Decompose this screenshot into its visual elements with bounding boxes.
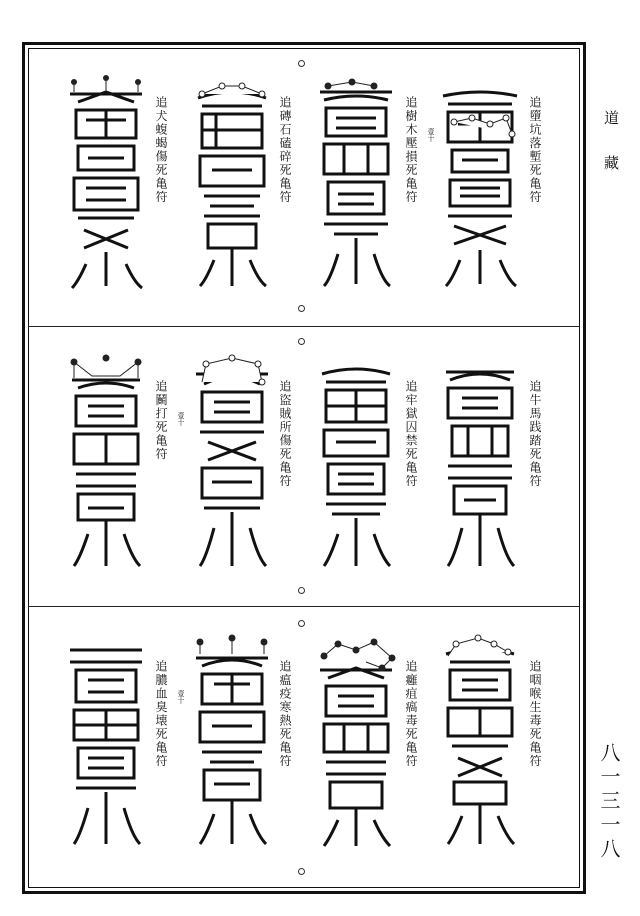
constellation-icon [322, 74, 392, 100]
talisman-note: 壹十 [177, 412, 185, 426]
talisman-caption: 追牛馬践踏死亀符 [528, 380, 542, 488]
constellation-icon [196, 78, 270, 104]
constellation-icon [442, 632, 518, 662]
row-divider [28, 326, 580, 327]
constellation-icon [196, 352, 270, 388]
talisman-seal-script [314, 84, 398, 294]
talisman-seal-script [438, 362, 522, 574]
constellation-icon [316, 636, 400, 676]
talisman-caption: 追墮坑落塹死亀符 [528, 96, 542, 204]
talisman-caption: 追鬭打死亀符 [154, 380, 168, 461]
talisman-caption: 追咽喉生毒死亀符 [528, 660, 542, 768]
talisman-seal-script [190, 362, 274, 574]
constellation-icon [66, 72, 146, 98]
talisman-seal-script [190, 640, 274, 852]
constellation-icon [448, 112, 518, 142]
talisman-seal-script [190, 84, 274, 294]
talisman-caption: 追犬蝮蝎傷死亀符 [154, 96, 168, 204]
page-number: 八一三一八 [597, 742, 621, 862]
row-divider [28, 606, 580, 607]
talisman-caption: 追膿血臭壊死亀符 [154, 660, 168, 768]
circle-marker-icon [298, 587, 305, 594]
talisman-caption: 追樹木壓損死亀符 [404, 96, 418, 204]
talisman-caption: 追癰疽瘑毒死亀符 [404, 660, 418, 768]
talisman-note: 壹十 [177, 690, 185, 704]
circle-marker-icon [298, 60, 305, 67]
talisman-caption: 追磚石磕碎死亀符 [278, 96, 292, 204]
talisman-seal-script [64, 640, 148, 852]
talisman-caption: 追瘟疫寒熱死亀符 [278, 660, 292, 768]
constellation-icon [66, 350, 146, 386]
circle-marker-icon [298, 305, 305, 312]
circle-marker-icon [298, 868, 305, 875]
circle-marker-icon [298, 338, 305, 345]
talisman-seal-script [64, 362, 148, 574]
talisman-note: 壹十 [427, 128, 435, 142]
talisman-caption: 追牢獄囚禁死亀符 [404, 380, 418, 488]
talisman-seal-script [64, 84, 148, 294]
book-title: 道藏 [602, 110, 620, 200]
talisman-seal-script [438, 640, 522, 852]
talisman-seal-script [314, 362, 398, 574]
constellation-icon [192, 632, 272, 662]
talisman-caption: 追盜賊所傷死亀符 [278, 380, 292, 488]
circle-marker-icon [298, 620, 305, 627]
